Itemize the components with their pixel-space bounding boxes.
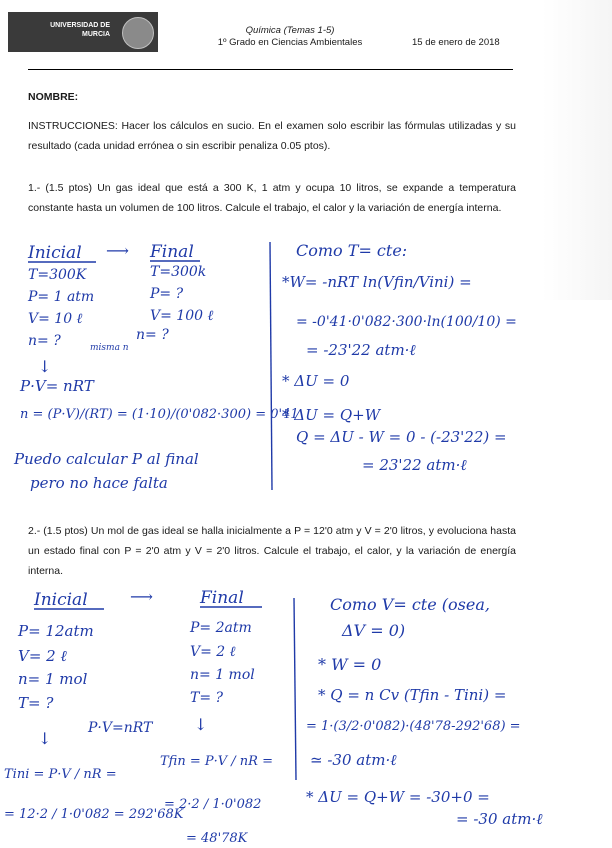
q2-p-final: P= 2atm bbox=[190, 620, 252, 636]
name-label: NOMBRE: bbox=[28, 91, 79, 103]
q1-p-final: P= ? bbox=[150, 286, 184, 302]
q1-arrow: ⟶ bbox=[106, 241, 129, 260]
q1-v-final: V= 100 ℓ bbox=[150, 308, 214, 324]
q1-work-substitution: = -0'41·0'082·300·ln(100/10) = bbox=[296, 314, 517, 330]
header-divider bbox=[28, 69, 513, 70]
q1-initial-heading: Inicial bbox=[28, 243, 82, 263]
q1-first-law: * ΔU = Q+W bbox=[282, 406, 381, 424]
q2-p-initial: P= 12atm bbox=[18, 622, 94, 640]
q1-t-initial: T=300K bbox=[28, 267, 87, 283]
q2-heat-result: ≃ -30 atm·ℓ bbox=[310, 751, 397, 769]
course-degree: 1º Grado en Ciencias Ambientales bbox=[217, 37, 363, 48]
q2-column-divider bbox=[294, 598, 296, 780]
q2-tini-result: = 12·2 / 1·0'082 = 292'68K bbox=[4, 807, 184, 822]
university-logo bbox=[8, 12, 158, 52]
university-seal-icon bbox=[122, 17, 154, 49]
question-1-statement: 1.- (1.5 ptos) Un gas ideal que está a 300 K, 1 atm y ocupa 10 litros, se expande a temperatura constante hasta un volumen de 100 litros. Calcule el trabajo, el calor y la variación de energía interna. bbox=[28, 182, 516, 214]
q2-tini-formula: Tini = P·V / nR = bbox=[4, 767, 117, 782]
q2-tfin-substitution: = 2·2 / 1·0'082 bbox=[164, 797, 262, 812]
q1-t-final: T=300k bbox=[150, 264, 207, 280]
q2-tfin-result: = 48'78K bbox=[186, 831, 248, 846]
q1-work-formula: *W= -nRT ln(Vfin/Vini) = bbox=[282, 273, 472, 291]
q1-final-heading: Final bbox=[150, 242, 194, 262]
q2-n-final: n= 1 mol bbox=[190, 667, 255, 683]
q2-down-arrow-right: ↓ bbox=[194, 715, 208, 734]
q1-heat-result: = 23'22 atm·ℓ bbox=[362, 456, 467, 474]
q1-heat-calculation: Q = ΔU - W = 0 - (-23'22) = bbox=[296, 428, 507, 446]
q2-initial-heading: Inicial bbox=[34, 590, 88, 610]
q1-p-initial: P= 1 atm bbox=[28, 289, 95, 305]
q1-ideal-gas-law: P·V= nRT bbox=[20, 377, 94, 395]
q1-note-line1: Puedo calcular P al final bbox=[14, 450, 199, 468]
q1-column-divider bbox=[270, 242, 272, 490]
q2-arrow: ⟶ bbox=[130, 587, 153, 606]
q2-down-arrow-left: ↓ bbox=[38, 729, 52, 748]
logo-text-line1: UNIVERSIDAD DE bbox=[50, 22, 110, 29]
course-info bbox=[190, 25, 390, 49]
q1-down-arrow: ↓ bbox=[38, 357, 52, 376]
q2-n-initial: n= 1 mol bbox=[18, 670, 88, 688]
q1-n-initial: n= ? bbox=[28, 333, 61, 349]
q1-du-zero: * ΔU = 0 bbox=[282, 372, 350, 390]
scan-shadow bbox=[542, 0, 612, 300]
q2-ideal-gas-law: P·V=nRT bbox=[88, 720, 153, 736]
q2-t-initial: T= ? bbox=[18, 694, 54, 712]
q1-same-n-note: misma n bbox=[90, 343, 129, 353]
exam-date: 15 de enero de 2018 bbox=[412, 37, 500, 48]
q2-dv-zero: ΔV = 0) bbox=[342, 621, 406, 640]
q1-v-initial: V= 10 ℓ bbox=[28, 311, 83, 327]
logo-text bbox=[38, 21, 110, 39]
instructions: INSTRUCCIONES: Hacer los cálculos en sucio. En el examen solo escribir las fórmulas utilizadas y su resultado (cada unidad errónea o sin escribir penaliza 0.05 ptos). bbox=[28, 120, 516, 152]
q1-note-line2: pero no hace falta bbox=[30, 474, 168, 492]
q2-heat-formula: * Q = n Cv (Tfin - Tini) = bbox=[318, 686, 507, 704]
q1-n-final: n= ? bbox=[136, 327, 169, 343]
q1-n-calculation: n = (P·V)/(RT) = (1·10)/(0'082·300) = 0'41 bbox=[20, 407, 299, 422]
q2-first-law: * ΔU = Q+W = -30+0 = bbox=[306, 788, 490, 806]
question-2-statement: 2.- (1.5 ptos) Un mol de gas ideal se halla inicialmente a P = 12'0 atm y V = 2'0 litros, y evoluciona hasta un estado final con P = 2'0 atm y V = 2'0 litros. Calcule el trabajo, el calor, y la variación de energía interna. bbox=[28, 525, 516, 577]
q2-final-heading: Final bbox=[200, 588, 244, 608]
q2-t-final: T= ? bbox=[190, 690, 224, 706]
q2-work-zero: * W = 0 bbox=[318, 655, 382, 674]
course-title: Química (Temas 1-5) bbox=[245, 25, 335, 36]
q1-isothermal-note: Como T= cte: bbox=[296, 241, 408, 260]
q2-v-final: V= 2 ℓ bbox=[190, 644, 236, 660]
q2-v-initial: V= 2 ℓ bbox=[18, 647, 67, 665]
logo-text-line2: MURCIA bbox=[82, 31, 110, 38]
q2-heat-substitution: = 1·(3/2·0'082)·(48'78-292'68) = bbox=[306, 719, 521, 734]
q1-work-result: = -23'22 atm·ℓ bbox=[306, 341, 416, 359]
q2-isochoric-note: Como V= cte (osea, bbox=[330, 595, 490, 614]
q2-du-result: = -30 atm·ℓ bbox=[456, 810, 543, 828]
q2-tfin-formula: Tfin = P·V / nR = bbox=[160, 754, 273, 769]
